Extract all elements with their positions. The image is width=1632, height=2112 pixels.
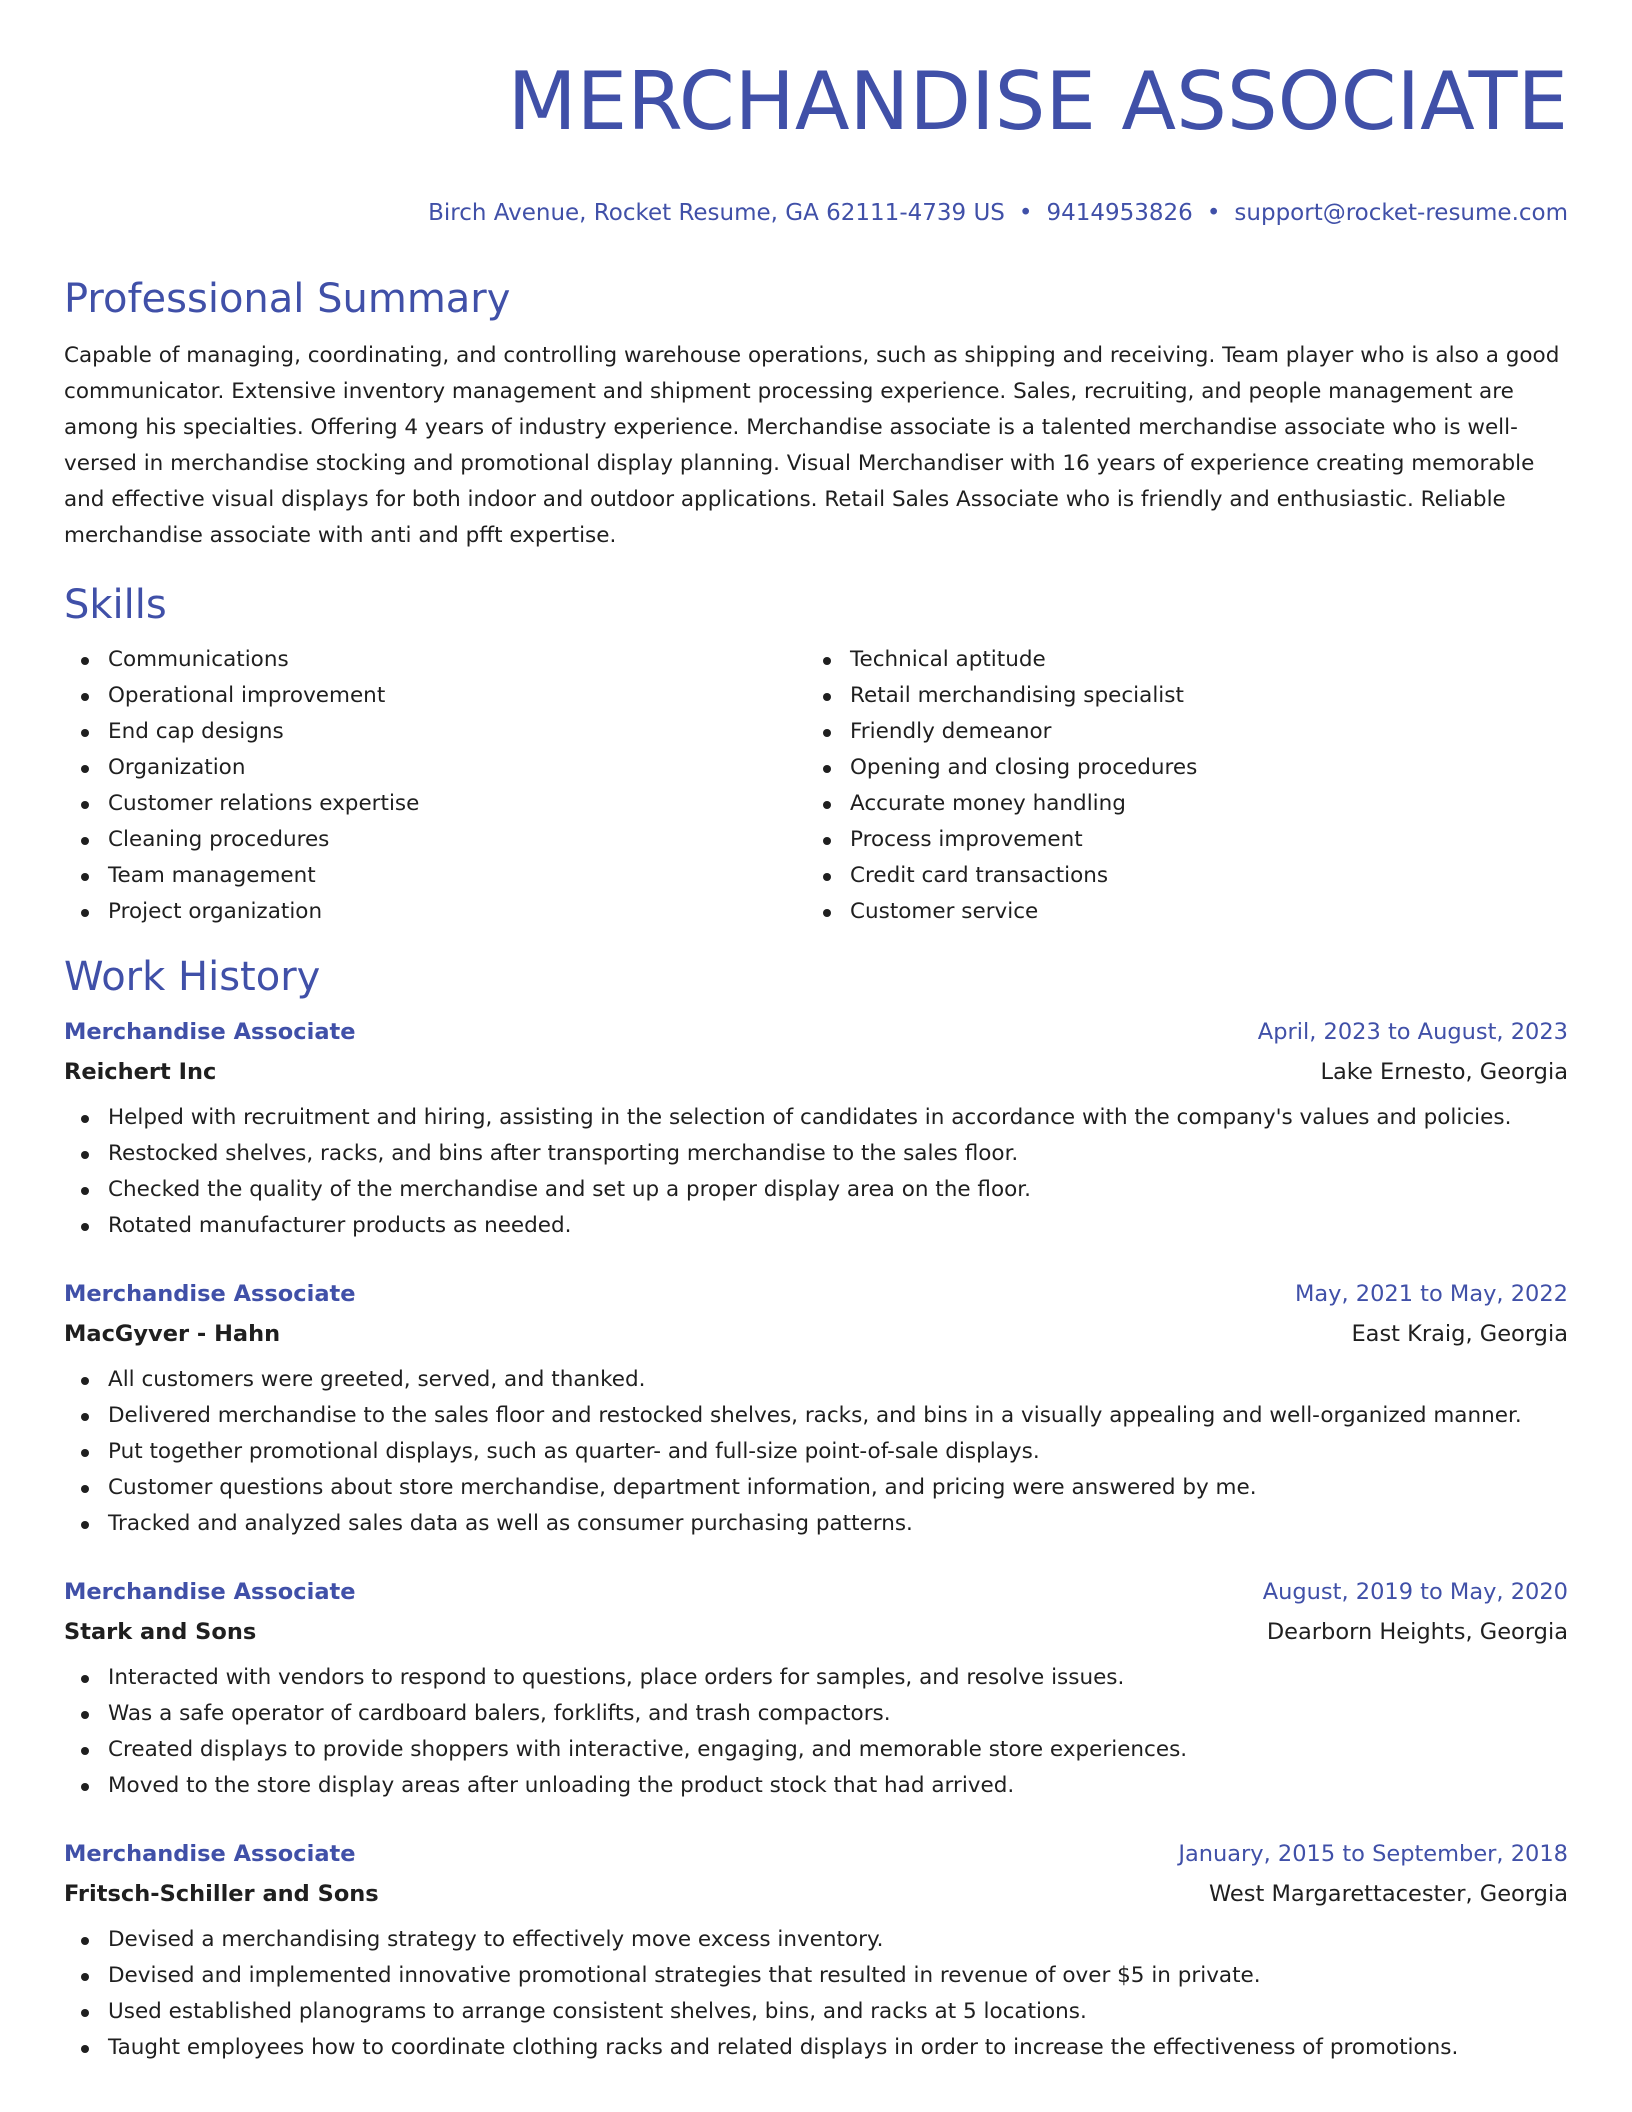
job-location: East Kraig, Georgia	[1351, 1321, 1568, 1347]
skill-item: Accurate money handling	[806, 786, 1548, 822]
job-title: Merchandise Associate	[64, 1281, 356, 1307]
summary-text: Capable of managing, coordinating, and controlling warehouse operations, such as shipping and receiving. Team player who is also a good communicator. Extensive inventory management and shipment processing experience. Sales, recruiting, and people management are among his specialties. Offering 4 years of industry experience. Merchandise associate is a talented merchandise associate who is well-versed in merchandise stocking and promotional display planning. Visual Merchandiser with 16 years of experience creating memorable and effective visual displays for both indoor and outdoor applications. Retail Sales Associate who is friendly and enthusiastic. Reliable merchandise associate with anti and pfft expertise.	[64, 343, 1560, 548]
phone: 9414953826	[1046, 200, 1193, 226]
job-title: Merchandise Associate	[64, 1841, 356, 1867]
section-title-work-history: Work History	[64, 954, 321, 1000]
job-bullet: All customers were greeted, served, and thanked.	[64, 1362, 1568, 1398]
job-company-row	[64, 1874, 1568, 1914]
job-location: Dearborn Heights, Georgia	[1266, 1619, 1568, 1645]
section-title-skills: Skills	[64, 582, 167, 628]
job-dates: August, 2019 to May, 2020	[1262, 1579, 1568, 1605]
skills-list	[64, 642, 1568, 930]
job-dates: January, 2015 to September, 2018	[1178, 1841, 1568, 1867]
skills-column-left	[64, 642, 806, 930]
skill-item: Cleaning procedures	[64, 822, 806, 858]
job-entry	[64, 1572, 1568, 1804]
job-bullet: Interacted with vendors to respond to questions, place orders for samples, and resolve issues.	[64, 1660, 1568, 1696]
job-bullets	[64, 1660, 1568, 1804]
job-company: MacGyver - Hahn	[64, 1321, 281, 1347]
skill-item: Customer service	[806, 894, 1548, 930]
job-bullet: Rotated manufacturer products as needed.	[64, 1208, 1568, 1244]
address: Birch Avenue, Rocket Resume, GA 62111-4739 US	[428, 200, 1005, 226]
job-dates: April, 2023 to August, 2023	[1257, 1019, 1568, 1045]
job-company: Reichert Inc	[64, 1059, 217, 1085]
separator-dot: •	[1206, 200, 1221, 226]
job-title-row	[64, 1834, 1568, 1874]
skill-item: Friendly demeanor	[806, 714, 1548, 750]
skill-item: Communications	[64, 642, 806, 678]
job-title-row	[64, 1572, 1568, 1612]
skill-item: End cap designs	[64, 714, 806, 750]
skill-item: Retail merchandising specialist	[806, 678, 1548, 714]
job-bullet: Tracked and analyzed sales data as well as consumer purchasing patterns.	[64, 1506, 1568, 1542]
job-bullets	[64, 1922, 1568, 2066]
job-bullet: Created displays to provide shoppers with interactive, engaging, and memorable store experiences.	[64, 1732, 1568, 1768]
candidate-name: MERCHANDISE ASSOCIATE	[507, 55, 1568, 148]
job-location: West Margarettacester, Georgia	[1208, 1881, 1568, 1907]
job-title-row	[64, 1274, 1568, 1314]
separator-dot: •	[1018, 200, 1033, 226]
skill-item: Technical aptitude	[806, 642, 1548, 678]
skills-column-right	[806, 642, 1548, 930]
job-bullet: Used established planograms to arrange consistent shelves, bins, and racks at 5 locations.	[64, 1994, 1568, 2030]
contact-line	[64, 198, 1568, 228]
job-title: Merchandise Associate	[64, 1579, 356, 1605]
job-location: Lake Ernesto, Georgia	[1320, 1059, 1568, 1085]
job-bullet: Checked the quality of the merchandise and set up a proper display area on the floor.	[64, 1172, 1568, 1208]
resume-page	[64, 50, 1568, 2066]
job-bullet: Restocked shelves, racks, and bins after transporting merchandise to the sales floor.	[64, 1136, 1568, 1172]
skill-item: Process improvement	[806, 822, 1548, 858]
job-bullet: Devised and implemented innovative promotional strategies that resulted in revenue of over $5 in private.	[64, 1958, 1568, 1994]
job-entry	[64, 1012, 1568, 1244]
job-bullet: Helped with recruitment and hiring, assisting in the selection of candidates in accordance with the company's values and policies.	[64, 1100, 1568, 1136]
job-company-row	[64, 1612, 1568, 1652]
section-title-summary: Professional Summary	[64, 276, 511, 322]
skill-item: Project organization	[64, 894, 806, 930]
job-bullet: Devised a merchandising strategy to effectively move excess inventory.	[64, 1922, 1568, 1958]
job-bullets	[64, 1100, 1568, 1244]
job-bullet: Put together promotional displays, such as quarter- and full-size point-of-sale displays.	[64, 1434, 1568, 1470]
job-title: Merchandise Associate	[64, 1019, 356, 1045]
skill-item: Operational improvement	[64, 678, 806, 714]
job-bullet: Taught employees how to coordinate clothing racks and related displays in order to increase the effectiveness of promotions.	[64, 2030, 1568, 2066]
job-company: Stark and Sons	[64, 1619, 257, 1645]
job-company-row	[64, 1052, 1568, 1092]
job-company: Fritsch-Schiller and Sons	[64, 1881, 379, 1907]
job-bullets	[64, 1362, 1568, 1542]
job-bullet: Customer questions about store merchandise, department information, and pricing were answered by me.	[64, 1470, 1568, 1506]
skill-item: Opening and closing procedures	[806, 750, 1548, 786]
job-entry	[64, 1834, 1568, 2066]
job-bullet: Delivered merchandise to the sales floor and restocked shelves, racks, and bins in a visually appealing and well-organized manner.	[64, 1398, 1568, 1434]
skill-item: Credit card transactions	[806, 858, 1548, 894]
email-link[interactable]: support@rocket-resume.com	[1234, 200, 1568, 226]
job-company-row	[64, 1314, 1568, 1354]
job-entry	[64, 1274, 1568, 1542]
job-bullet: Was a safe operator of cardboard balers, forklifts, and trash compactors.	[64, 1696, 1568, 1732]
job-bullet: Moved to the store display areas after unloading the product stock that had arrived.	[64, 1768, 1568, 1804]
skill-item: Organization	[64, 750, 806, 786]
skill-item: Team management	[64, 858, 806, 894]
skill-item: Customer relations expertise	[64, 786, 806, 822]
job-title-row	[64, 1012, 1568, 1052]
job-dates: May, 2021 to May, 2022	[1294, 1281, 1568, 1307]
